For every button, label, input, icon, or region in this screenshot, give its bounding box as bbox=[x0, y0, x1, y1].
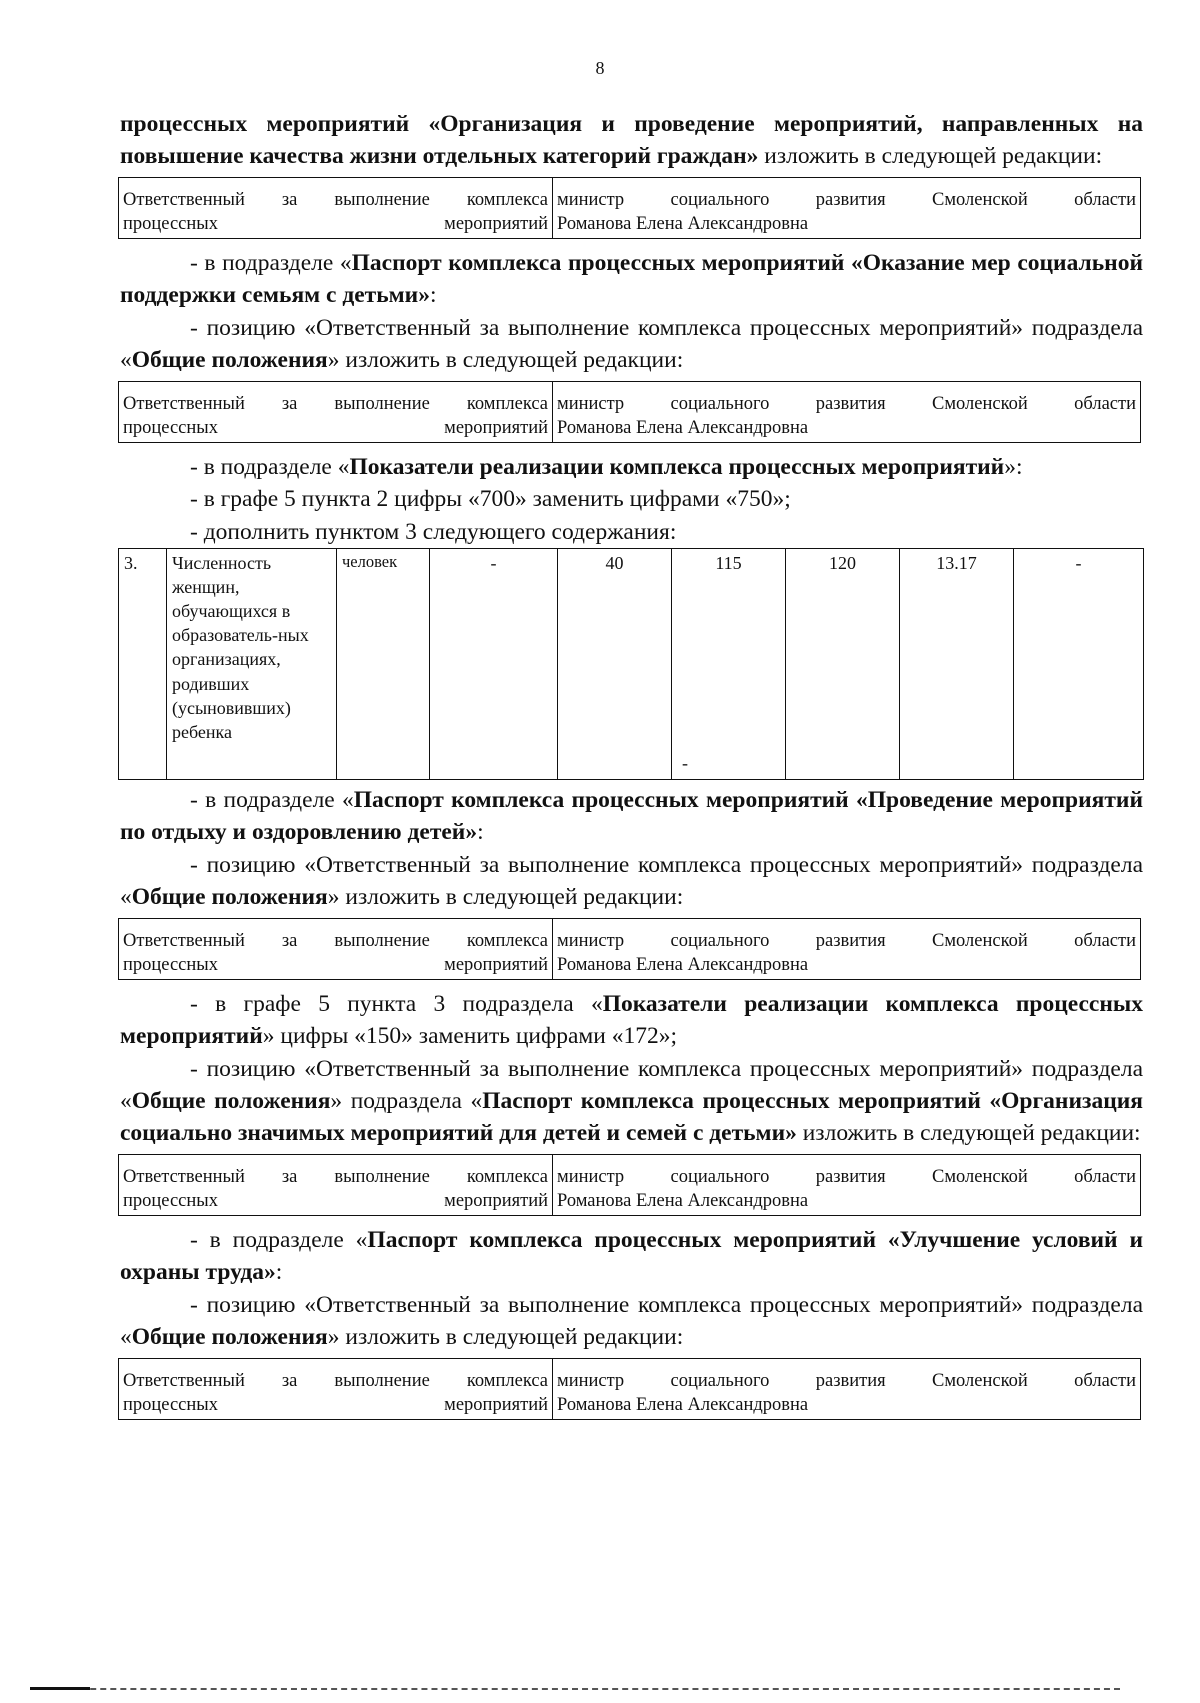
bold-text: Общие положения bbox=[131, 1088, 331, 1115]
paragraph-1 bbox=[120, 108, 1143, 173]
text: - позицию «Ответственный за выполнение комплекса процессных мероприятий» подраздела « bbox=[120, 1055, 1143, 1115]
responsible-position: министр социального развития Смоленской области bbox=[557, 393, 1136, 414]
scan-edge-mark bbox=[30, 1687, 90, 1690]
text: » изложить в следующей редакции: bbox=[327, 1324, 684, 1351]
text: - в графе 5 пункта 3 подраздела « bbox=[190, 990, 603, 1017]
paragraph-8 bbox=[120, 988, 1143, 1053]
paragraph-2 bbox=[120, 247, 1143, 312]
paragraph-4 bbox=[120, 451, 1143, 483]
responsible-value bbox=[553, 177, 1141, 238]
text: - в подразделе « bbox=[190, 786, 354, 813]
cell-number: 3. bbox=[119, 548, 167, 779]
text: : bbox=[477, 819, 484, 846]
responsible-person: Романова Елена Александровна bbox=[557, 417, 809, 438]
responsible-value bbox=[553, 1154, 1141, 1215]
paragraph-7 bbox=[120, 784, 1143, 849]
responsible-label: Ответственный за выполнение комплекса процессных мероприятий bbox=[119, 177, 553, 238]
responsible-table-3 bbox=[118, 918, 1141, 980]
text: »: bbox=[1004, 453, 1023, 480]
responsible-table-5 bbox=[118, 1358, 1141, 1420]
responsible-label: Ответственный за выполнение комплекса процессных мероприятий bbox=[119, 918, 553, 979]
text: изложить в следующей редакции: bbox=[758, 143, 1103, 170]
cell-col6-mark: - bbox=[682, 752, 688, 773]
cell-unit: человек bbox=[337, 548, 430, 779]
text: - позицию «Ответственный за выполнение комплекса процессных мероприятий» подраздела « bbox=[120, 1291, 1143, 1351]
paragraph-3 bbox=[120, 312, 1143, 377]
bold-text: Показатели реализации комплекса процессных мероприятий bbox=[349, 453, 1005, 480]
responsible-value bbox=[553, 1358, 1141, 1419]
table-row bbox=[119, 548, 1144, 779]
text: » изложить в следующей редакции: bbox=[327, 884, 684, 911]
text: - в подразделе « bbox=[190, 249, 352, 276]
responsible-label: Ответственный за выполнение комплекса процессных мероприятий bbox=[119, 381, 553, 442]
responsible-position: министр социального развития Смоленской области bbox=[557, 189, 1136, 210]
cell-indicator-name: Численность женщин, обучающихся в образователь-ных организациях, родивших (усыновивших) ребенка bbox=[167, 548, 337, 779]
bold-text: Паспорт комплекса процессных мероприятий «Проведение мероприятий по отдыху и оздоровлению детей» bbox=[120, 786, 1143, 846]
document-body bbox=[120, 108, 1143, 1428]
page-number: 8 bbox=[595, 58, 605, 78]
bold-text: Общие положения bbox=[131, 884, 328, 911]
responsible-value bbox=[553, 918, 1141, 979]
cell-col5: 40 bbox=[558, 548, 672, 779]
bold-text: Паспорт комплекса процессных мероприятий «Организация социально значимых мероприятий для детей и семей с детьми» bbox=[120, 1088, 1143, 1147]
bold-text: Паспорт комплекса процессных мероприятий «Улучшение условий и охраны труда» bbox=[120, 1226, 1143, 1286]
responsible-table-4 bbox=[118, 1154, 1141, 1216]
paragraph-9 bbox=[120, 1053, 1143, 1150]
responsible-person: Романова Елена Александровна bbox=[557, 1394, 809, 1415]
text: » цифры «150» заменить цифрами «172»; bbox=[262, 1023, 677, 1050]
cell-col8: 13.17 bbox=[900, 548, 1014, 779]
indicator-table bbox=[118, 548, 1144, 780]
cell-col6 bbox=[672, 548, 786, 779]
bold-text: Общие положения bbox=[131, 347, 328, 374]
text: - в подразделе « bbox=[190, 1226, 368, 1253]
text: : bbox=[275, 1259, 283, 1286]
bold-text: Общие положения bbox=[131, 1324, 328, 1351]
text: : bbox=[429, 282, 437, 309]
text: » подраздела « bbox=[330, 1088, 483, 1115]
bold-text: процессных мероприятий «Организация и проведение мероприятий, направленных на повышение качества жизни отдельных категорий граждан» bbox=[120, 111, 1143, 170]
cell-col7: 120 bbox=[786, 548, 900, 779]
text: - позицию «Ответственный за выполнение комплекса процессных мероприятий» подраздела « bbox=[120, 851, 1143, 911]
paragraph-5: - в графе 5 пункта 2 цифры «700» заменить цифрами «750»; bbox=[190, 486, 791, 513]
cell-col9: - bbox=[1014, 548, 1144, 779]
responsible-table-2 bbox=[118, 381, 1141, 443]
responsible-label: Ответственный за выполнение комплекса процессных мероприятий bbox=[119, 1154, 553, 1215]
scan-edge-line bbox=[30, 1688, 1120, 1690]
responsible-position: министр социального развития Смоленской области bbox=[557, 930, 1136, 951]
responsible-person: Романова Елена Александровна bbox=[557, 213, 809, 234]
responsible-person: Романова Елена Александровна bbox=[557, 954, 809, 975]
cell-col6-value: 115 bbox=[715, 552, 742, 573]
bold-text: Паспорт комплекса процессных мероприятий «Оказание мер социальной поддержки семьям с детьми» bbox=[120, 249, 1143, 309]
text: - позицию «Ответственный за выполнение комплекса процессных мероприятий» подраздела « bbox=[120, 314, 1143, 374]
responsible-label: Ответственный за выполнение комплекса процессных мероприятий bbox=[119, 1358, 553, 1419]
responsible-person: Романова Елена Александровна bbox=[557, 1190, 809, 1211]
text: изложить в следующей редакции: bbox=[796, 1120, 1141, 1147]
text: » изложить в следующей редакции: bbox=[327, 347, 684, 374]
text: - в подразделе « bbox=[190, 453, 350, 480]
responsible-value bbox=[553, 381, 1141, 442]
responsible-position: министр социального развития Смоленской области bbox=[557, 1166, 1136, 1187]
paragraph-3-repeat bbox=[120, 849, 1143, 914]
paragraph-10 bbox=[120, 1224, 1143, 1289]
paragraph-6: - дополнить пунктом 3 следующего содержания: bbox=[190, 518, 677, 545]
cell-col4: - bbox=[430, 548, 558, 779]
responsible-table-1 bbox=[118, 177, 1141, 239]
bold-text: Показатели реализации комплекса процессных мероприятий bbox=[120, 990, 1143, 1050]
responsible-position: министр социального развития Смоленской области bbox=[557, 1370, 1136, 1391]
paragraph-3-repeat-2 bbox=[120, 1289, 1143, 1354]
